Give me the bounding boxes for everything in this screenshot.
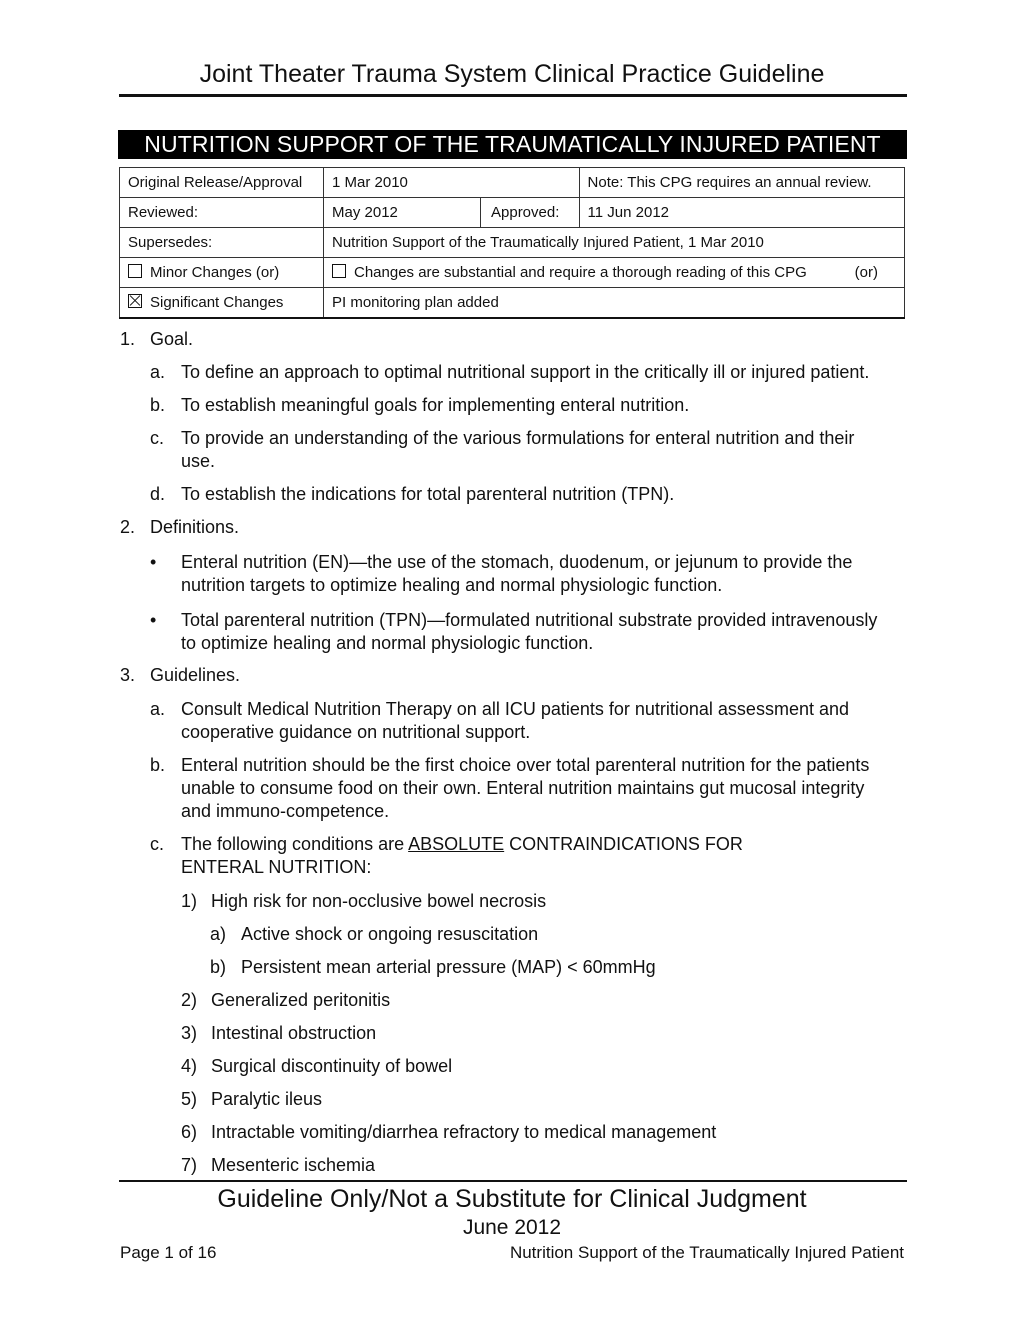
item-text: To define an approach to optimal nutritional support in the critically ill or injured patient. bbox=[181, 362, 870, 382]
item-label: a. bbox=[150, 362, 166, 382]
item-label: 7) bbox=[181, 1155, 198, 1175]
or-label: (or) bbox=[854, 264, 878, 281]
item-text: Enteral nutrition should be the first choice over total parenteral nutrition for the patients bbox=[181, 755, 870, 775]
significant-changes-note: PI monitoring plan added bbox=[324, 288, 905, 319]
section-title: Guidelines. bbox=[150, 665, 241, 685]
minor-changes-cell[interactable] bbox=[120, 258, 324, 288]
item-label: a. bbox=[150, 699, 166, 719]
footer-document-title: Nutrition Support of the Traumatically Injured Patient bbox=[509, 1243, 904, 1262]
significant-changes-cell[interactable] bbox=[120, 288, 324, 319]
reviewed-value: May 2012 bbox=[324, 198, 481, 227]
item-label: b) bbox=[210, 957, 227, 977]
section-title: Goal. bbox=[150, 329, 194, 349]
item-text: Intestinal obstruction bbox=[211, 1023, 377, 1043]
revision-table bbox=[119, 167, 905, 319]
contraindications-heading bbox=[181, 833, 743, 856]
annual-review-note: Note: This CPG requires an annual review. bbox=[579, 168, 904, 198]
item-label: c. bbox=[150, 834, 165, 854]
supersedes-value: Nutrition Support of the Traumatically Injured Patient, 1 Mar 2010 bbox=[324, 228, 905, 258]
bullet: • bbox=[150, 552, 157, 572]
minor-changes-label: Minor Changes (or) bbox=[150, 264, 280, 281]
supersedes-label: Supersedes: bbox=[120, 228, 324, 258]
substantial-changes-checkbox[interactable] bbox=[332, 264, 346, 278]
item-label: d. bbox=[150, 484, 166, 504]
reviewed-label: Reviewed: bbox=[120, 198, 324, 228]
item-text: To provide an understanding of the various formulations for enteral nutrition and their bbox=[181, 428, 855, 448]
minor-changes-checkbox[interactable] bbox=[128, 264, 142, 278]
orig-value: 1 Mar 2010 bbox=[324, 168, 580, 198]
item-label: 5) bbox=[181, 1089, 198, 1109]
item-label: b. bbox=[150, 395, 166, 415]
item-text: Active shock or ongoing resuscitation bbox=[241, 924, 539, 944]
header-title: Joint Theater Trauma System Clinical Practice Guideline bbox=[199, 60, 825, 88]
significant-changes-label: Significant Changes bbox=[150, 294, 284, 311]
absolute-underlined: ABSOLUTE bbox=[408, 834, 505, 854]
significant-changes-checkbox[interactable] bbox=[128, 294, 142, 308]
item-text-cont: and immuno-competence. bbox=[181, 801, 390, 821]
footer-date: June 2012 bbox=[462, 1216, 562, 1239]
header-rule bbox=[119, 94, 907, 97]
item-text-cont: ENTERAL NUTRITION: bbox=[181, 857, 372, 877]
item-label: b. bbox=[150, 755, 166, 775]
item-text: Paralytic ileus bbox=[211, 1089, 323, 1109]
item-text-cont: use. bbox=[181, 451, 216, 471]
item-text: Mesenteric ischemia bbox=[211, 1155, 376, 1175]
item-label: 4) bbox=[181, 1056, 198, 1076]
item-text: To establish meaningful goals for implementing enteral nutrition. bbox=[181, 395, 690, 415]
bullet: • bbox=[150, 610, 157, 630]
substantial-changes-label: Changes are substantial and require a thorough reading of this CPG bbox=[354, 264, 807, 281]
heading-post: CONTRAINDICATIONS FOR bbox=[504, 834, 743, 854]
item-text: Consult Medical Nutrition Therapy on all ICU patients for nutritional assessment and bbox=[181, 699, 849, 719]
item-text: Persistent mean arterial pressure (MAP) < 60mmHg bbox=[241, 957, 656, 977]
document-title-banner: NUTRITION SUPPORT OF THE TRAUMATICALLY INJURED PATIENT bbox=[118, 130, 907, 159]
section-number: 2. bbox=[120, 517, 136, 537]
reviewed-approved-cell bbox=[324, 198, 580, 228]
approved-value: 11 Jun 2012 bbox=[579, 198, 904, 228]
footer-disclaimer: Guideline Only/Not a Substitute for Clinical Judgment bbox=[217, 1185, 807, 1213]
section-guidelines bbox=[120, 665, 240, 686]
orig-label: Original Release/Approval bbox=[120, 168, 324, 198]
section-title: Definitions. bbox=[150, 517, 240, 537]
item-text-cont: to optimize healing and normal physiologic function. bbox=[181, 633, 594, 653]
item-label: 1) bbox=[181, 891, 198, 911]
section-definitions bbox=[120, 517, 239, 538]
approved-label: Approved: bbox=[491, 204, 560, 221]
item-text: Total parenteral nutrition (TPN)—formulated nutritional substrate provided intravenously bbox=[181, 610, 878, 630]
item-label: a) bbox=[210, 924, 227, 944]
item-label: c. bbox=[150, 428, 165, 448]
heading-pre: The following conditions are bbox=[181, 834, 409, 854]
item-text-cont: cooperative guidance on nutritional support. bbox=[181, 722, 531, 742]
item-text-cont: unable to consume food on their own. Enteral nutrition maintains gut mucosal integrity bbox=[181, 778, 865, 798]
item-text: To establish the indications for total parenteral nutrition (TPN). bbox=[181, 484, 675, 504]
substantial-changes-cell[interactable] bbox=[324, 258, 905, 288]
section-goal bbox=[120, 329, 193, 350]
item-text: Enteral nutrition (EN)—the use of the stomach, duodenum, or jejunum to provide the bbox=[181, 552, 853, 572]
item-text-cont: nutrition targets to optimize healing and normal physiologic function. bbox=[181, 575, 723, 595]
item-label: 2) bbox=[181, 990, 198, 1010]
item-text: Surgical discontinuity of bowel bbox=[211, 1056, 453, 1076]
page-number: Page 1 of 16 bbox=[120, 1243, 217, 1262]
item-label: 6) bbox=[181, 1122, 198, 1142]
item-text: Generalized peritonitis bbox=[211, 990, 391, 1010]
section-number: 1. bbox=[120, 329, 136, 349]
section-number: 3. bbox=[120, 665, 136, 685]
item-label: 3) bbox=[181, 1023, 198, 1043]
footer-rule bbox=[119, 1180, 907, 1182]
item-text: High risk for non-occlusive bowel necrosis bbox=[211, 891, 547, 911]
item-text: Intractable vomiting/diarrhea refractory to medical management bbox=[211, 1122, 717, 1142]
